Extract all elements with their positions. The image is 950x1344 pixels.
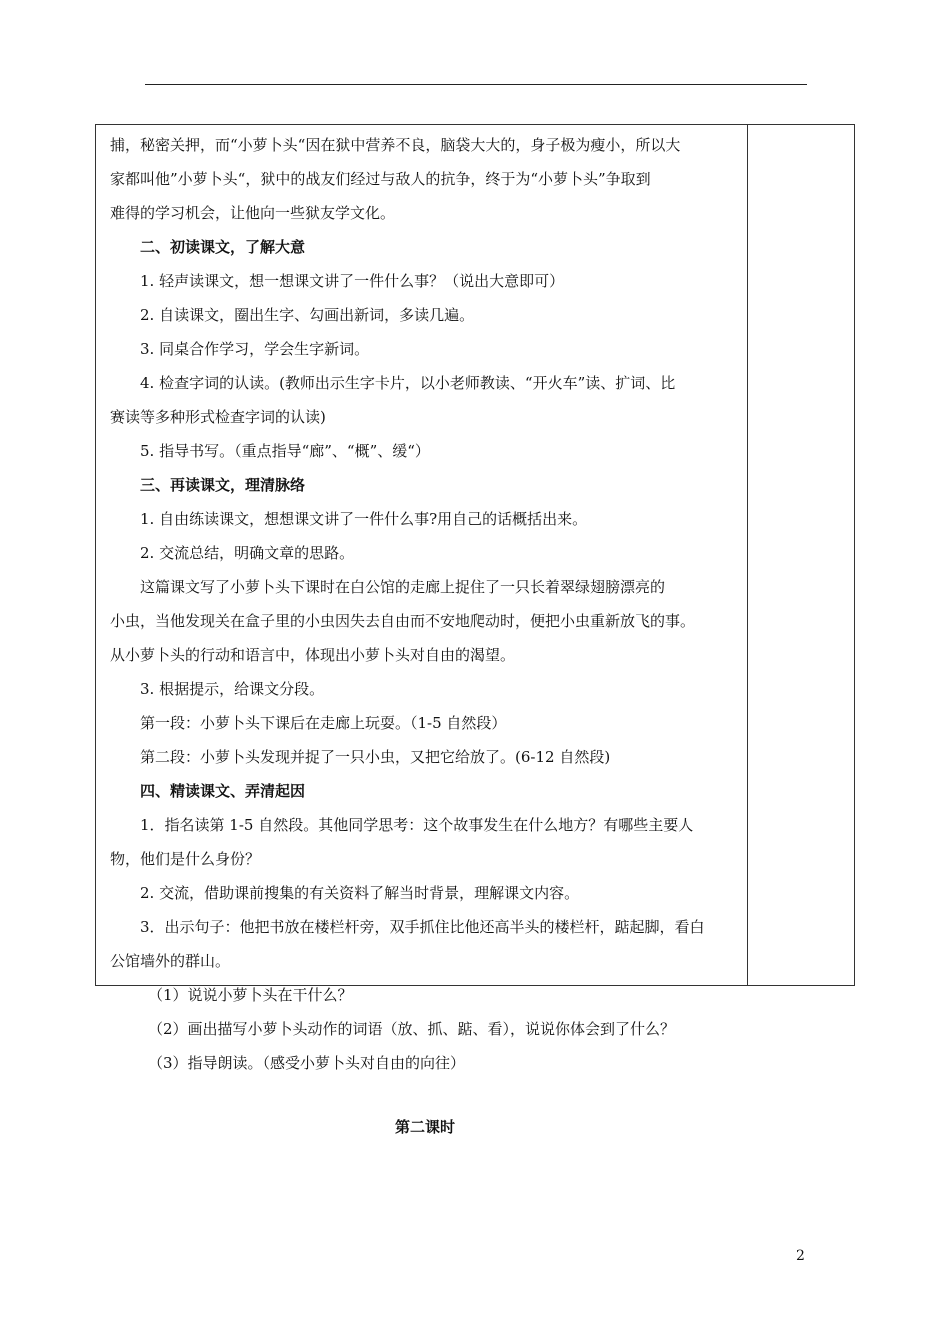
list-item: 5. 指导书写。（重点指导“廊”、“概”、缓“）: [140, 442, 430, 460]
list-item: 2. 交流总结，明确文章的思路。: [140, 544, 355, 562]
text-line: 小虫，当他发现关在盒子里的小虫因失去自由而不安地爬动时，便把小虫重新放飞的事。: [110, 612, 696, 630]
text-line: 捕，秘密关押，而“小萝卜头“因在狱中营养不良，脑袋大大的，身子极为瘦小，所以大: [110, 136, 681, 154]
text-line: 公馆墙外的群山。: [110, 952, 231, 970]
page-number: 2: [796, 1248, 805, 1264]
lesson-title: 第二课时: [394, 1118, 455, 1136]
text-line: 赛读等多种形式检查字词的认读): [110, 408, 326, 426]
list-item: 3．出示句子：他把书放在楼栏杆旁，双手抓住比他还高半头的楼栏杆，踮起脚，看白: [140, 918, 705, 936]
list-item: 1．指名读第 1-5 自然段。其他同学思考：这个故事发生在什么地方？有哪些主要人: [140, 816, 694, 834]
text-line: 家都叫他”小萝卜头“，狱中的战友们经过与敌人的抗争，终于为“小萝卜头”争取到: [110, 170, 651, 188]
lesson-content: [110, 128, 740, 1144]
list-item: 1. 轻声读课文，想一想课文讲了一件什么事？（说出大意即可）: [140, 272, 565, 290]
spacer: [110, 1080, 740, 1110]
text-line: 从小萝卜头的行动和语言中，体现出小萝卜头对自由的渴望。: [110, 646, 516, 664]
sub-item: （3）指导朗读。（感受小萝卜头对自由的向往）: [148, 1054, 466, 1072]
text-line: 难得的学习机会，让他向一些狱友学文化。: [110, 204, 396, 222]
list-item: 2. 交流，借助课前搜集的有关资料了解当时背景，理解课文内容。: [140, 884, 580, 902]
sub-item: （2）画出描写小萝卜头动作的词语（放、抓、踮、看），说说你体会到了什么？: [148, 1020, 676, 1038]
list-item: 2. 自读课文，圈出生字、勾画出新词，多读几遍。: [140, 306, 475, 324]
section-heading: 三、再读课文，理清脉络: [140, 476, 306, 494]
section-heading: 二、初读课文，了解大意: [140, 238, 306, 256]
text-line: 物，他们是什么身份？: [110, 850, 261, 868]
text-line: 这篇课文写了小萝卜头下课时在白公馆的走廊上捉住了一只长着翠绿翅膀漂亮的: [140, 578, 666, 596]
column-divider: [747, 125, 748, 985]
sub-item: （1）说说小萝卜头在干什么？: [148, 986, 353, 1004]
list-item: 1. 自由练读课文，想想课文讲了一件什么事?用自己的话概括出来。: [140, 510, 588, 528]
list-item: 3. 根据提示，给课文分段。: [140, 680, 325, 698]
header-rule: [145, 84, 807, 85]
text-line: 第一段：小萝卜头下课后在走廊上玩耍。（1-5 自然段）: [140, 714, 507, 732]
lesson-table: [95, 124, 855, 1136]
section-heading: 四、精读课文、弄清起因: [140, 782, 306, 800]
text-line: 第二段：小萝卜头发现并捉了一只小虫，又把它给放了。(6-12 自然段): [140, 748, 611, 766]
list-item: 3. 同桌合作学习，学会生字新词。: [140, 340, 370, 358]
list-item: 4. 检查字词的认读。(教师出示生字卡片，以小老师教读、“开火车”读、扩词、比: [140, 374, 676, 392]
